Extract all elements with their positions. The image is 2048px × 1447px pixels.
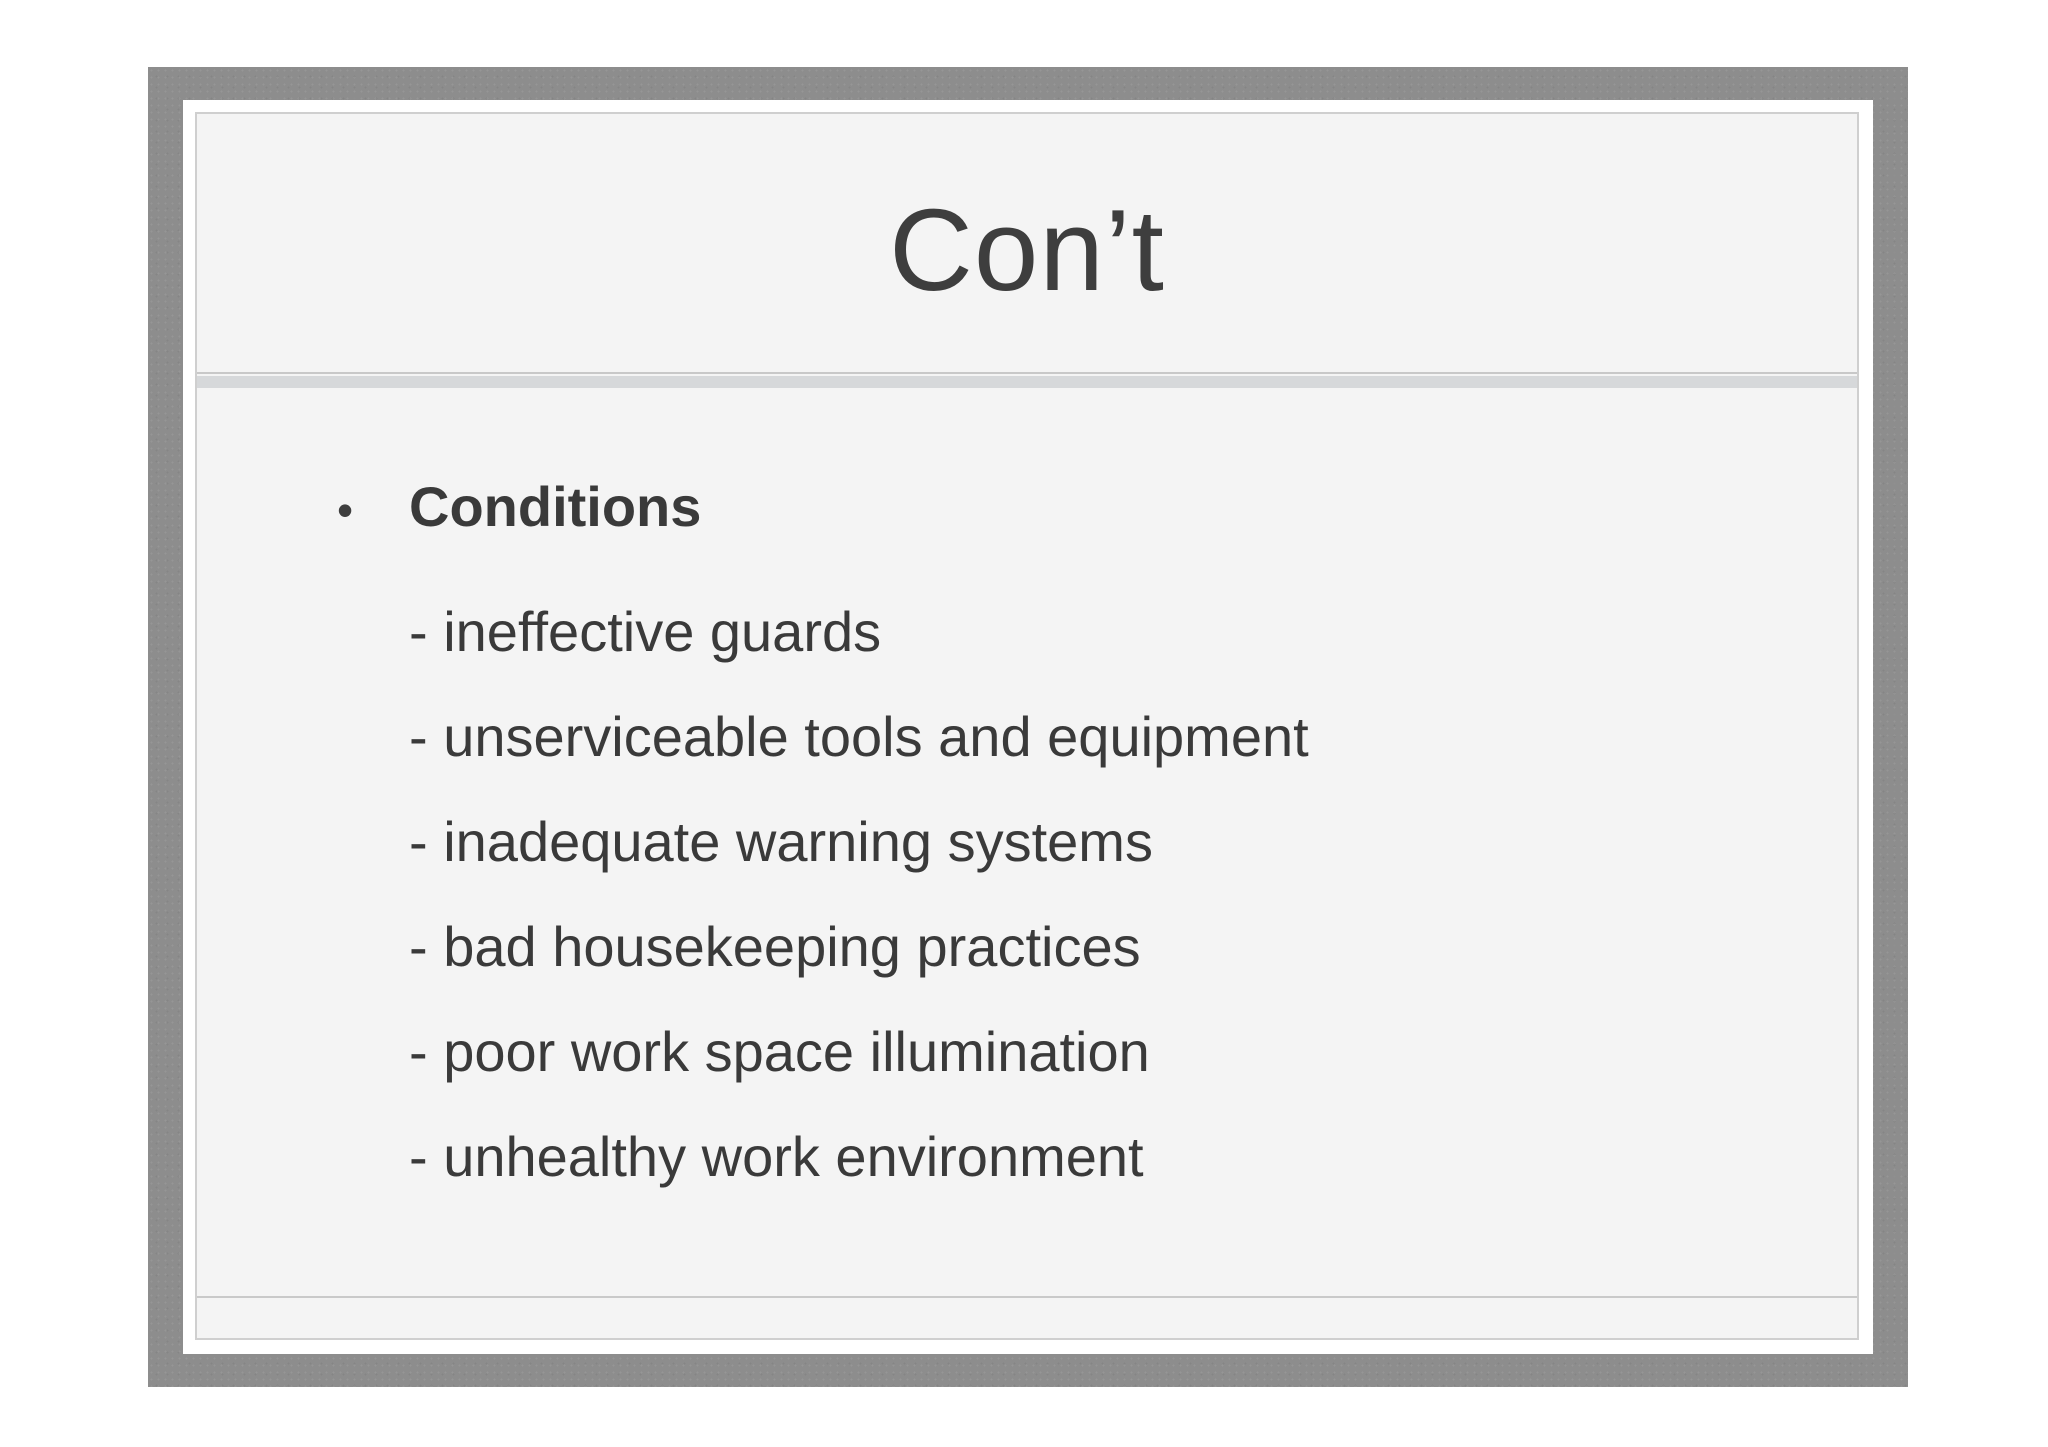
- slide-title: Con’t: [889, 185, 1165, 315]
- footer-divider: [197, 1296, 1857, 1298]
- slide-frame: [148, 67, 1908, 1387]
- list-item: - bad housekeeping practices: [409, 915, 1141, 978]
- list-item: - inadequate warning systems: [409, 810, 1153, 873]
- slide-content: [337, 474, 1817, 1209]
- list-item: - ineffective guards: [409, 600, 882, 663]
- bullet-heading: Conditions: [409, 475, 702, 538]
- title-divider-thin: [197, 372, 1857, 374]
- title-area: [197, 114, 1857, 376]
- slide-paper: [195, 112, 1859, 1340]
- title-divider: [197, 376, 1857, 388]
- list-item: - unserviceable tools and equipment: [409, 705, 1309, 768]
- list-item: - poor work space illumination: [409, 1020, 1150, 1083]
- bullet-marker: •: [337, 484, 354, 536]
- sub-item-list: [337, 579, 1817, 1209]
- list-item: - unhealthy work environment: [409, 1125, 1144, 1188]
- bullet-item: [337, 474, 1817, 579]
- slide-card: [183, 100, 1873, 1354]
